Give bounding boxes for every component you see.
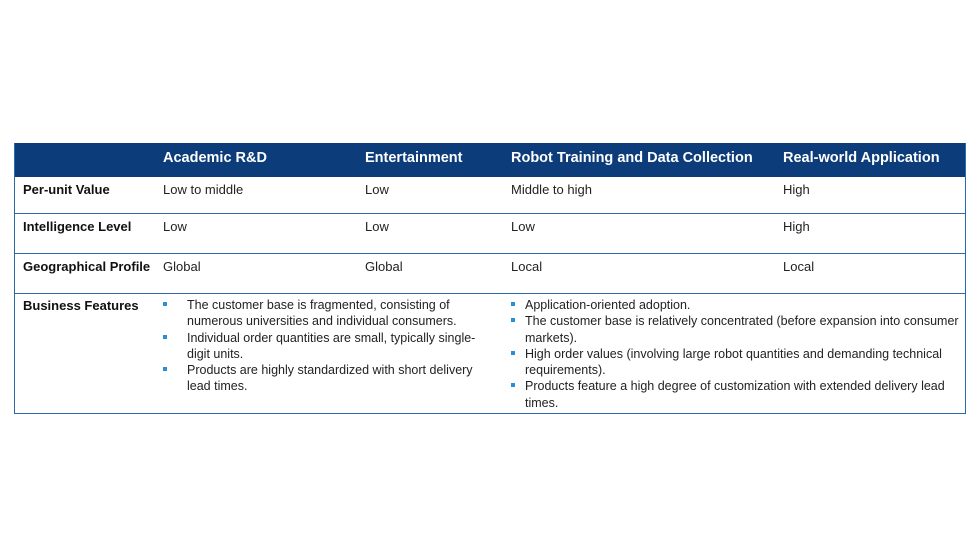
business-features-left-list [161,297,491,395]
header-real-world-application: Real-world Application [783,150,940,166]
row-label: Intelligence Level [23,219,132,234]
header-entertainment: Entertainment [365,150,463,166]
table-cell: Global [365,259,403,274]
bullet-icon [511,351,515,355]
header-academic-rd: Academic R&D [163,150,267,166]
table-row-intelligence-level [15,214,965,254]
bullet-icon [511,302,515,306]
bullet-icon [511,383,515,387]
list-item: Products feature a high degree of customization with extended delivery lead times. [511,378,961,411]
table-row-geographical-profile [15,254,965,294]
list-item: Application-oriented adoption. [511,297,961,313]
row-label: Business Features [23,298,139,313]
segment-comparison-table [14,143,966,414]
bullet-icon [163,335,167,339]
table-cell: Global [163,259,201,274]
list-item: Products are highly standardized with short delivery lead times. [161,362,491,395]
business-features-right-list [511,297,961,411]
header-robot-training: Robot Training and Data Collection [511,150,753,166]
table-cell: Low [163,219,187,234]
table-cell: Low to middle [163,182,244,197]
list-item: Individual order quantities are small, typically single-digit units. [161,330,491,363]
table-cell: Local [511,259,543,274]
table-cell: Low [365,182,389,197]
bullet-icon [163,302,167,306]
bullet-icon [163,367,167,371]
list-item: The customer base is fragmented, consisting of numerous universities and individual consumers. [161,297,491,330]
list-item: High order values (involving large robot quantities and demanding technical requirements). [511,346,961,379]
row-label: Geographical Profile [23,259,151,274]
table-header-row [15,143,965,177]
table-cell: Low [365,219,389,234]
bullet-icon [511,318,515,322]
list-item: The customer base is relatively concentrated (before expansion into consumer markets). [511,313,961,346]
row-label: Per-unit Value [23,182,110,197]
table-cell: High [783,219,810,234]
table-row-business-features [15,294,965,412]
table-cell: Local [783,259,815,274]
table-cell: Low [511,219,535,234]
table-row-per-unit-value [15,177,965,214]
table-cell: Middle to high [511,182,592,197]
table-cell: High [783,182,810,197]
